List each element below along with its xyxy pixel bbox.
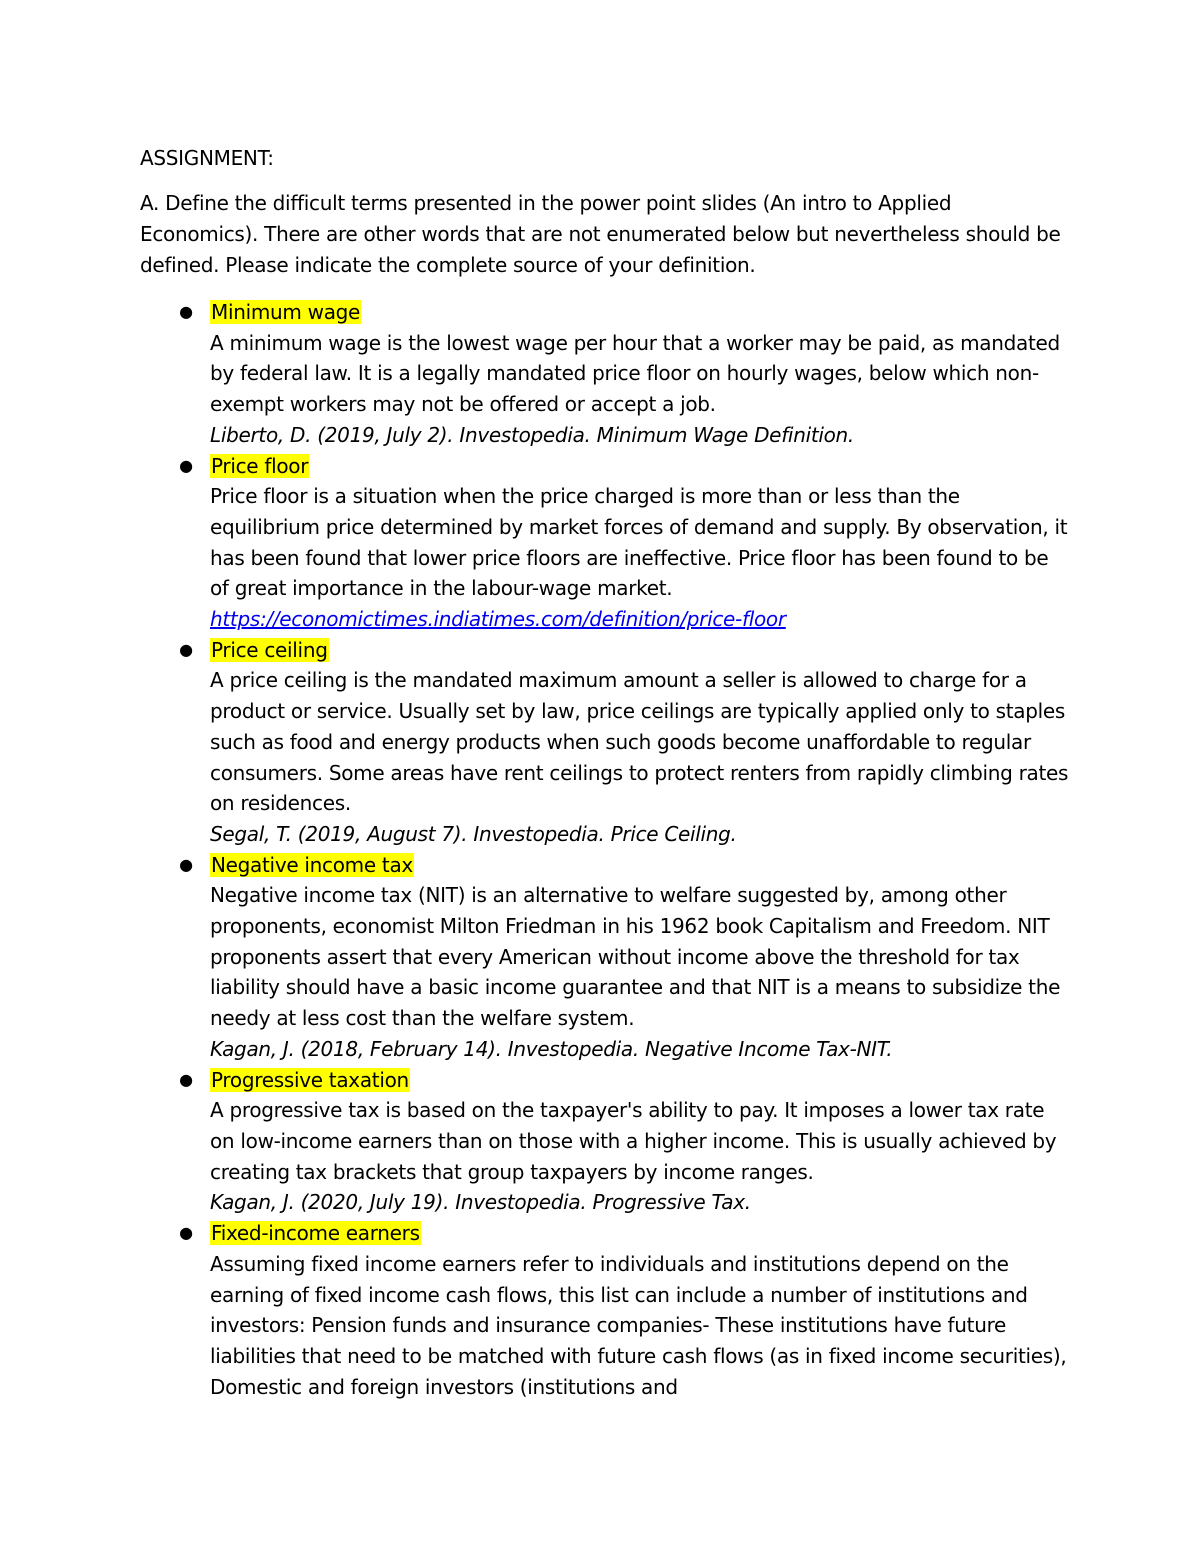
term-item-fixed-income-earners — [140, 1218, 1070, 1402]
term-source: Liberto, D. (2019, July 2). Investopedia. Minimum Wage Definition. — [210, 422, 854, 447]
term-title: Price ceiling — [211, 637, 328, 662]
term-item-price-floor — [140, 451, 1070, 635]
term-definition: Price floor is a situation when the price charged is more than or less than the equilibrium price determined by market forces of demand and supply. By observation, it has been found that lower price floors are ineffective. Price floor has been found to be of great importance in the labour-wage market. — [210, 484, 1068, 601]
term-item-progressive-taxation — [140, 1065, 1070, 1219]
assignment-heading: ASSIGNMENT: — [140, 146, 274, 170]
bullet-icon: ● — [179, 1223, 193, 1243]
document-page — [140, 143, 1070, 1402]
term-title: Fixed-income earners — [211, 1221, 420, 1246]
term-item-minimum-wage — [140, 297, 1070, 451]
term-title: Price floor — [211, 453, 309, 478]
term-item-price-ceiling — [140, 635, 1070, 850]
term-title: Negative income tax — [211, 852, 413, 877]
term-definition: A minimum wage is the lowest wage per hour that a worker may be paid, as mandated by federal law. It is a legally mandated price floor on hourly wages, below which non-exempt workers may not be offered or accept a job. — [210, 330, 1060, 417]
term-definition: Negative income tax (NIT) is an alternative to welfare suggested by, among other proponents, economist Milton Friedman in his 1962 book Capitalism and Freedom. NIT proponents assert that every American without income above the threshold for tax liability should have a basic income guarantee and that NIT is a means to subsidize the needy at less cost than the welfare system. — [210, 883, 1061, 1031]
term-source: Kagan, J. (2020, July 19). Investopedia. Progressive Tax. — [210, 1190, 751, 1215]
term-definition: A price ceiling is the mandated maximum amount a seller is allowed to charge for a product or service. Usually set by law, price ceilings are typically applied only to staples such as food and energy products when such goods become unaffordable to regular consumers. Some areas have rent ceilings to protect renters from rapidly climbing rates on residences. — [210, 668, 1069, 816]
term-title: Minimum wage — [211, 300, 361, 324]
term-definition: Assuming fixed income earners refer to individuals and institutions depend on the earning of fixed income cash flows, this list can include a number of institutions and investors: Pension funds and insurance companies- These institutions have future liabilities that need to be matched with future cash flows (as in fixed income securities), Domestic and foreign investors (institutions and — [210, 1251, 1067, 1399]
term-source: Segal, T. (2019, August 7). Investopedia. Price Ceiling. — [210, 821, 737, 846]
term-definition: A progressive tax is based on the taxpayer's ability to pay. It imposes a lower tax rate on low-income earners than on those with a higher income. This is usually achieved by creating tax brackets that group taxpayers by income ranges. — [210, 1098, 1057, 1184]
term-item-negative-income-tax — [140, 850, 1070, 1065]
term-title: Progressive taxation — [211, 1067, 409, 1092]
bullet-icon: ● — [179, 455, 193, 475]
bullet-icon: ● — [179, 1069, 193, 1089]
assignment-intro: A. Define the difficult terms presented in the power point slides (An intro to Applied Economics). There are other words that are not enumerated below but nevertheless should be defined. Please indicate the complete source of your definition. — [140, 191, 1061, 277]
term-list — [140, 297, 1070, 1402]
term-source-link[interactable]: https://economictimes.indiatimes.com/definition/price-floor — [210, 607, 786, 632]
bullet-icon: ● — [179, 854, 193, 874]
term-source: Kagan, J. (2018, February 14). Investopedia. Negative Income Tax-NIT. — [210, 1036, 893, 1061]
bullet-icon: ● — [179, 639, 193, 659]
bullet-icon: ● — [179, 302, 193, 321]
